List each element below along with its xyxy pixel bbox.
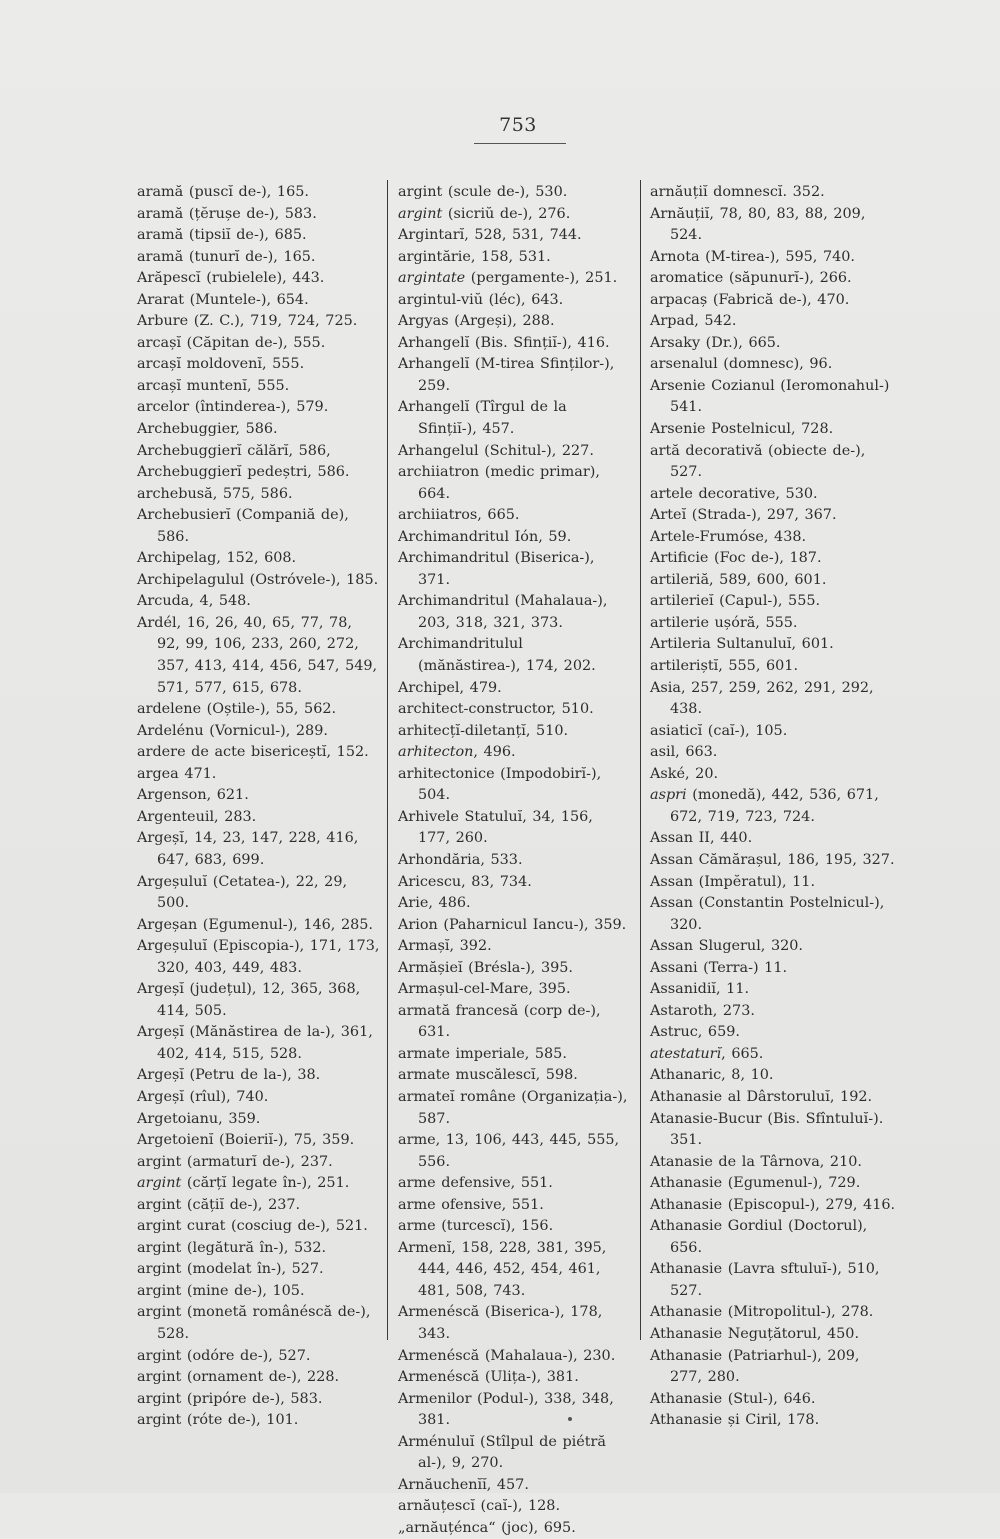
index-entry: Archipel, 479. [398, 679, 502, 696]
index-entry: Artileria Sultanuluĭ, 601. [650, 636, 834, 653]
index-entry: artileriă, 589, 600, 601. [650, 571, 827, 588]
index-entry: arme, 13, 106, 443, 445, 555, 556. [398, 1132, 620, 1170]
index-entry: Armenéscă (Ulița-), 381. [398, 1369, 579, 1386]
index-entry: aramă (țĕrușe de-), 583. [137, 205, 317, 222]
index-entry: Aské, 20. [650, 765, 719, 782]
index-entry: Archipelagulul (Ostróvele-), 185. [137, 571, 379, 588]
index-entry: archiiatron (medic primar), 664. [398, 464, 600, 502]
index-entry: arhitectonice (Impodobirĭ-), 504. [398, 765, 602, 804]
index-entry: arhitecțĭ-diletanțĭ, 510. [398, 722, 569, 739]
index-entry: Athanasie Neguțătorul, 450. [650, 1325, 860, 1342]
index-entry: argint (ornament de-), 228. [137, 1369, 340, 1386]
index-entry: artilerieĭ (Capul-), 555. [650, 593, 821, 610]
index-entry: Athanasie (Egumenul-), 729. [650, 1175, 861, 1192]
index-entry: arme defensive, 551. [398, 1175, 553, 1192]
index-entry: asil, 663. [650, 744, 718, 761]
index-entry: Argeșĭ (județul), 12, 365, 368, 414, 505. [137, 981, 361, 1019]
index-entry: Arhondăria, 533. [398, 851, 523, 868]
index-entry: Arménuluĭ (Stîlpul de piétră al-), 9, 270. [398, 1433, 607, 1472]
index-entry: asiaticĭ (caĭ-), 105. [650, 722, 788, 739]
index-entry: Astruc, 659. [650, 1024, 740, 1041]
index-entry: armate imperiale, 585. [398, 1045, 567, 1062]
index-entry: Armenéscă (Mahalaua-), 230. [398, 1347, 616, 1364]
index-entry: Argeșĭ, 14, 23, 147, 228, 416, 647, 683, 699. [137, 830, 359, 868]
index-entry: Assani (Terra-) 11. [650, 959, 788, 976]
index-entry: argint (cățiĭ de-), 237. [137, 1196, 301, 1213]
index-entry: argintate (pergamente-), 251. [398, 270, 618, 287]
index-entry: Assanidiĭ, 11. [650, 981, 750, 998]
index-entry: Armenéscă (Biserica-), 178, 343. [398, 1304, 603, 1342]
index-entry: Arhangelĭ (Bis. Sfințiĭ-), 416. [398, 334, 610, 351]
print-speck [568, 1417, 572, 1421]
index-entry: Arteĭ (Strada-), 297, 367. [650, 507, 837, 524]
index-entry: argint (modelat în-), 527. [137, 1261, 324, 1278]
index-entry: armată francesă (corp de-), 631. [398, 1002, 601, 1041]
index-entry: aspri (monedă), 442, 536, 671, 672, 719, 723, 724. [650, 787, 879, 825]
index-entry: archiiatros, 665. [398, 507, 520, 524]
index-entry: architect-constructor, 510. [398, 701, 594, 718]
index-entry: aramă (tipsiĭ de-), 685. [137, 227, 307, 244]
index-entry: Archimandritul Ión, 59. [398, 528, 572, 545]
index-entry: argint (cărțĭ legate în-), 251. [137, 1175, 350, 1192]
index-entry: Argetoienĭ (Boieriĭ-), 75, 359. [137, 1132, 355, 1149]
index-entry: Archebuggierĭ călărĭ, 586, [137, 442, 331, 459]
index-entry: Arpad, 542. [650, 313, 737, 330]
index-entry: argea 471. [137, 765, 217, 782]
index-entry: aramă (puscĭ de-), 165. [137, 184, 309, 200]
index-entry: Asia, 257, 259, 262, 291, 292, 438. [650, 679, 874, 718]
index-entry: Arie, 486. [398, 895, 471, 912]
index-entry: ardere de acte bisericeștĭ, 152. [137, 744, 369, 761]
index-entry: Astaroth, 273. [650, 1002, 755, 1019]
index-entry: Athanasie (Lavra sftuluĭ-), 510, 527. [650, 1261, 880, 1299]
index-entry: Argintarĭ, 528, 531, 744. [398, 227, 582, 244]
index-entry: Arhangelĭ (M-tirea Sfinților-), 259. [398, 356, 615, 394]
column-divider [387, 180, 388, 1340]
index-entry: arcelor (întinderea-), 579. [137, 399, 329, 416]
index-entry: Arhangelĭ (Tîrgul de la Sfințiĭ-), 457. [398, 399, 567, 438]
index-entry: Athanasie (Episcopul-), 279, 416. [650, 1196, 896, 1213]
index-entry: Ararat (Muntele-), 654. [137, 291, 309, 308]
index-entry: armateĭ române (Organizația-), 587. [398, 1088, 628, 1127]
index-entry: aromatice (săpunurĭ-), 266. [650, 270, 852, 287]
index-entry: Argyas (Argeși), 288. [398, 313, 555, 330]
index-entry: argintărie, 158, 531. [398, 248, 551, 265]
index-entry: arcașĭ moldovenĭ, 555. [137, 356, 305, 373]
index-entry: Argeșan (Egumenul-), 146, 285. [137, 916, 373, 933]
index-column-3 [650, 182, 897, 1432]
index-entry: argint (legătură în-), 532. [137, 1239, 327, 1256]
index-entry: Argeșĭ (Petru de la-), 38. [137, 1067, 321, 1084]
index-entry: Arsaky (Dr.), 665. [650, 334, 781, 351]
header-rule [474, 143, 566, 144]
index-entry: „arnăuțénca“ (joc), 695. [398, 1519, 576, 1536]
index-entry: Ardelénu (Vornicul-), 289. [137, 722, 328, 739]
index-entry: Archimandritul (Mahalaua-), 203, 318, 321, 373. [398, 593, 608, 631]
index-entry: Argenteuil, 283. [137, 808, 257, 825]
index-entry: ardelene (Oștile-), 55, 562. [137, 701, 337, 718]
index-column-1 [137, 182, 380, 1432]
index-entry: Archimandritulul (mănăstirea-), 174, 202. [398, 636, 596, 675]
index-entry: Armenilor (Podul-), 338, 348, 381. [398, 1390, 614, 1429]
index-entry: Armenĭ, 158, 228, 381, 395, 444, 446, 452, 454, 461, 481, 508, 743. [398, 1239, 607, 1299]
index-entry: argint (pripóre de-), 583. [137, 1390, 323, 1407]
index-entry: Athanasie (Patriarhul-), 209, 277, 280. [650, 1347, 860, 1386]
index-entry: Archebuggierĭ pedeștri, 586. [137, 464, 350, 481]
index-entry: artele decorative, 530. [650, 485, 818, 502]
index-entry: Athanasie (Stul-), 646. [650, 1390, 816, 1407]
index-entry: Artificie (Foc de-), 187. [650, 550, 822, 567]
index-entry: Argeșuluĭ (Cetatea-), 22, 29, 500. [137, 873, 348, 912]
index-entry: Arhivele Statuluĭ, 34, 156, 177, 260. [398, 808, 593, 847]
index-entry: Arnăuțiĭ, 78, 80, 83, 88, 209, 524. [650, 205, 866, 244]
index-entry: arcașĭ (Căpitan de-), 555. [137, 334, 326, 351]
index-entry: Archebusierĭ (Companiă de), 586. [137, 507, 349, 545]
index-entry: Armășieĭ (Brésla-), 395. [398, 959, 573, 976]
index-entry: arpacaș (Fabrică de-), 470. [650, 291, 850, 308]
index-entry: Archimandritul (Biserica-), 371. [398, 550, 595, 588]
index-entry: Atanasie-Bucur (Bis. Sfîntuluĭ-). 351. [650, 1110, 884, 1149]
index-entry: arsenalul (domnesc), 96. [650, 356, 833, 373]
index-entry: aramă (tunurĭ de-), 165. [137, 248, 316, 265]
index-entry: Arbure (Z. C.), 719, 724, 725. [137, 313, 358, 330]
index-entry: Argeșĭ (rîul), 740. [137, 1088, 269, 1105]
index-entry: argint (mine de-), 105. [137, 1282, 305, 1299]
index-entry: arhitecton, 496. [398, 744, 516, 761]
index-entry: Assan Cămărașul, 186, 195, 327. [650, 851, 895, 868]
index-entry: Archebuggier, 586. [137, 421, 278, 438]
index-entry: armate muscălescĭ, 598. [398, 1067, 578, 1084]
index-entry: Arnota (M-tirea-), 595, 740. [650, 248, 855, 265]
index-entry: Athanasie și Ciril, 178. [650, 1412, 820, 1429]
index-entry: Arion (Paharnicul Iancu-), 359. [398, 916, 627, 933]
index-entry: argintul-viŭ (léc), 643. [398, 291, 564, 308]
index-entry: arme (turcescĭ), 156. [398, 1218, 554, 1235]
index-entry: argint (scule de-), 530. [398, 184, 568, 200]
index-entry: arcașĭ muntenĭ, 555. [137, 377, 290, 394]
index-entry: argint (armaturĭ de-), 237. [137, 1153, 333, 1170]
index-entry: Assan (Impĕratul), 11. [650, 873, 816, 890]
index-entry: artileriștĭ, 555, 601. [650, 658, 799, 675]
index-entry: Argeșuluĭ (Episcopia-), 171, 173, 320, 403, 449, 483. [137, 938, 380, 976]
index-entry: argint (róte de-), 101. [137, 1412, 299, 1429]
index-entry: Arcuda, 4, 548. [137, 593, 251, 610]
index-entry: Athanasie al Dârstoruluĭ, 192. [650, 1088, 873, 1105]
index-entry: artă decorativă (obiecte de-), 527. [650, 442, 866, 481]
index-entry: Athanasie Gordiul (Doctorul), 656. [650, 1218, 868, 1256]
index-entry: Assan (Constantin Postelnicul-), 320. [650, 895, 885, 933]
index-entry: Arăpescĭ (rubielele), 443. [137, 270, 325, 287]
index-entry: archebusă, 575, 586. [137, 485, 293, 502]
index-entry: Atanasie de la Târnova, 210. [650, 1153, 862, 1170]
index-entry: argint curat (cosciug de-), 521. [137, 1218, 368, 1235]
index-entry: arme ofensive, 551. [398, 1196, 544, 1213]
index-entry: Athanaric, 8, 10. [650, 1067, 774, 1084]
index-entry: Arnăuchenĭĭ, 457. [398, 1476, 529, 1493]
index-entry: Arsenie Postelnicul, 728. [650, 421, 834, 438]
index-entry: Arsenie Cozianul (Ieromonahul-) 541. [650, 377, 890, 416]
index-entry: Argeșĭ (Mănăstirea de la-), 361, 402, 414, 515, 528. [137, 1024, 373, 1062]
index-entry: Assan II, 440. [650, 830, 753, 847]
index-entry: artilerie ușóră, 555. [650, 614, 798, 631]
index-entry: Athanasie (Mitropolitul-), 278. [650, 1304, 874, 1321]
column-divider [640, 180, 641, 1340]
index-entry: Armașĭ, 392. [398, 938, 492, 955]
index-entry: atestaturĭ, 665. [650, 1045, 764, 1062]
index-entry: Arhangelul (Schitul-), 227. [398, 442, 594, 459]
index-entry: argint (odóre de-), 527. [137, 1347, 311, 1364]
index-entry: Artele-Frumóse, 438. [650, 528, 807, 545]
index-entry: Aricescu, 83, 734. [398, 873, 532, 890]
index-entry: Archipelag, 152, 608. [137, 550, 297, 567]
index-entry: argint (sicriŭ de-), 276. [398, 205, 571, 222]
index-entry: Argetoianu, 359. [137, 1110, 261, 1127]
index-entry: arnăuțescĭ (caĭ-), 128. [398, 1498, 561, 1515]
page-number: 753 [499, 114, 537, 136]
index-entry: argint (monetă românéscă de-), 528. [137, 1304, 371, 1342]
index-entry: Ardél, 16, 26, 40, 65, 77, 78, 92, 99, 106, 233, 260, 272, 357, 413, 414, 456, 547, 549, 571, 577, 615, 678. [137, 614, 378, 696]
index-entry: arnăuțiĭ domnescĭ. 352. [650, 184, 825, 200]
index-entry: Armașul-cel-Mare, 395. [398, 981, 571, 998]
index-column-2 [398, 182, 630, 1539]
index-entry: Argenson, 621. [137, 787, 249, 804]
index-entry: Assan Slugerul, 320. [650, 938, 803, 955]
